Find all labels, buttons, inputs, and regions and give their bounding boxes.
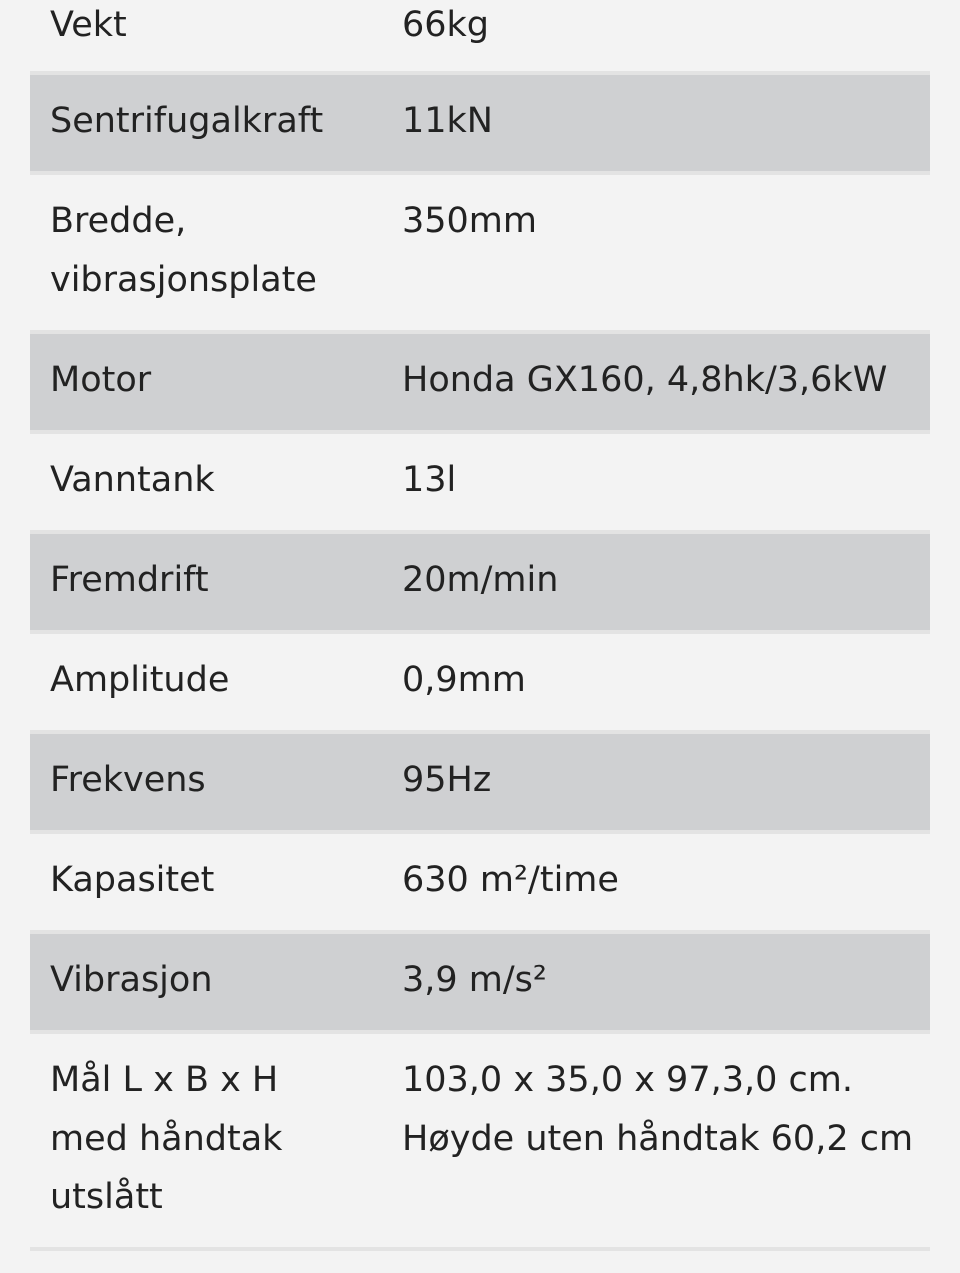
spec-row-amplitude xyxy=(30,634,930,734)
spec-label: Vekt xyxy=(50,5,127,45)
spec-label: Motor xyxy=(50,360,152,400)
spec-label: Vibrasjon xyxy=(50,960,213,1000)
spec-value: 350mm xyxy=(402,201,537,241)
spec-row-kapasitet xyxy=(30,834,930,934)
spec-label: Frekvens xyxy=(50,760,206,800)
spec-label: Kapasitet xyxy=(50,860,215,900)
spec-value: 11kN xyxy=(402,101,493,141)
spec-row-sentrifugalkraft xyxy=(30,75,930,175)
spec-label: Fremdrift xyxy=(50,560,209,600)
spec-row-frekvens xyxy=(30,734,930,834)
spec-row-vibrasjon xyxy=(30,934,930,1034)
spec-row-vanntank xyxy=(30,434,930,534)
spec-value: 3,9 m/s² xyxy=(402,960,547,1000)
spec-value: 13l xyxy=(402,460,457,500)
spec-row-maal xyxy=(30,1034,930,1251)
spec-value: 20m/min xyxy=(402,560,559,600)
spec-row-vekt xyxy=(30,0,930,75)
spec-value: 0,9mm xyxy=(402,660,526,700)
spec-value: 95Hz xyxy=(402,760,492,800)
spec-value: 66kg xyxy=(402,5,490,45)
spec-table xyxy=(30,0,930,1251)
spec-row-bredde xyxy=(30,175,930,334)
spec-row-fremdrift xyxy=(30,534,930,634)
spec-value: 630 m²/time xyxy=(402,860,619,900)
spec-label: Vanntank xyxy=(50,460,215,500)
spec-label: Bredde, vibrasjonsplate xyxy=(50,201,317,300)
spec-value: Honda GX160, 4,8hk/3,6kW xyxy=(402,360,888,400)
spec-row-motor xyxy=(30,334,930,434)
spec-label: Sentrifugalkraft xyxy=(50,101,324,141)
spec-label: Amplitude xyxy=(50,660,230,700)
spec-value: 103,0 x 35,0 x 97,3,0 cm. Høyde uten håndtak 60,2 cm xyxy=(402,1060,914,1159)
spec-label: Mål L x B x H med håndtak utslått xyxy=(50,1060,283,1217)
